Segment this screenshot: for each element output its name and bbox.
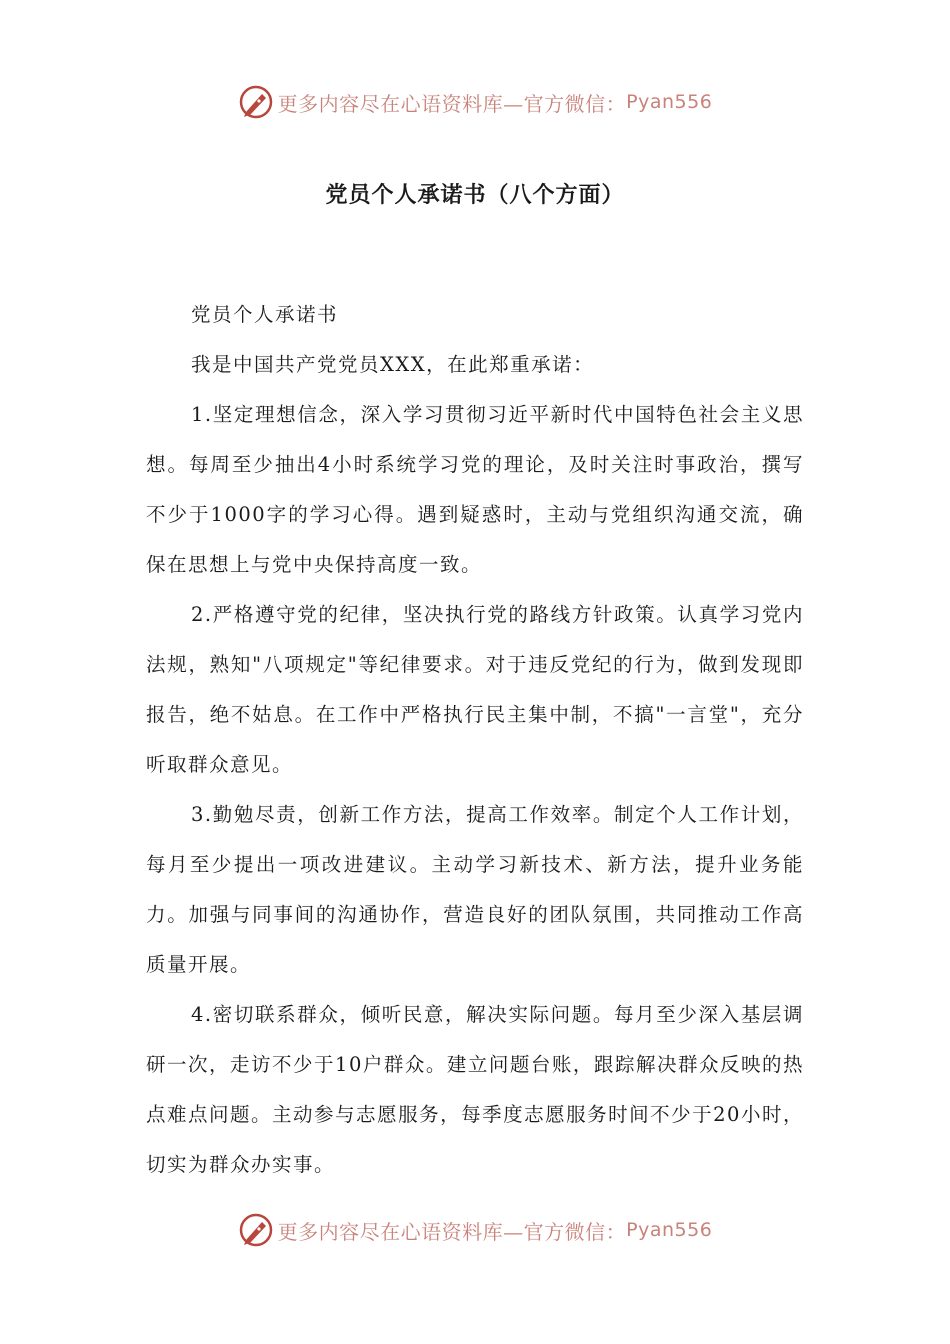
paragraph-intro: 我是中国共产党党员XXX，在此郑重承诺： [191, 353, 595, 376]
footer-watermark [0, 1208, 950, 1252]
paragraph-item-3: 3.勤勉尽责，创新工作方法，提高工作效率。制定个人工作计划，每月至少提出一项改进建议。主动学习新技术、新方法，提升业务能力。加强与同事间的沟通协作，营造良好的团队氛围，共同推动工作高质量开展。 [146, 803, 804, 976]
paragraph-item-2: 2.严格遵守党的纪律，坚决执行党的路线方针政策。认真学习党内法规，熟知"八项规定"等纪律要求。对于违反党纪的行为，做到发现即报告，绝不姑息。在工作中严格执行民主集中制，不搞"一言堂"，充分听取群众意见。 [146, 603, 804, 776]
pen-nib-logo-icon [238, 84, 274, 120]
document-title: 党员个人承诺书（八个方面） [325, 182, 625, 208]
paragraph-item-4: 4.密切联系群众，倾听民意，解决实际问题。每月至少深入基层调研一次，走访不少于10户群众。建立问题台账，跟踪解决群众反映的热点难点问题。主动参与志愿服务，每季度志愿服务时间不少于20小时，切实为群众办实事。 [146, 1003, 804, 1176]
watermark-wechat-id: Pyan556 [626, 1219, 713, 1241]
document-body [146, 290, 804, 1190]
header-watermark [0, 80, 950, 124]
paragraph-heading: 党员个人承诺书 [191, 303, 339, 326]
watermark-text: 更多内容尽在心语资料库—官方微信： [277, 91, 627, 116]
watermark-wechat-id: Pyan556 [626, 91, 713, 113]
pen-nib-logo-icon [238, 1212, 274, 1248]
paragraph-item-1: 1.坚定理想信念，深入学习贯彻习近平新时代中国特色社会主义思想。每周至少抽出4小时系统学习党的理论，及时关注时事政治，撰写不少于1000字的学习心得。遇到疑惑时，主动与党组织沟通交流，确保在思想上与党中央保持高度一致。 [146, 403, 804, 576]
watermark-text: 更多内容尽在心语资料库—官方微信： [277, 1219, 627, 1244]
